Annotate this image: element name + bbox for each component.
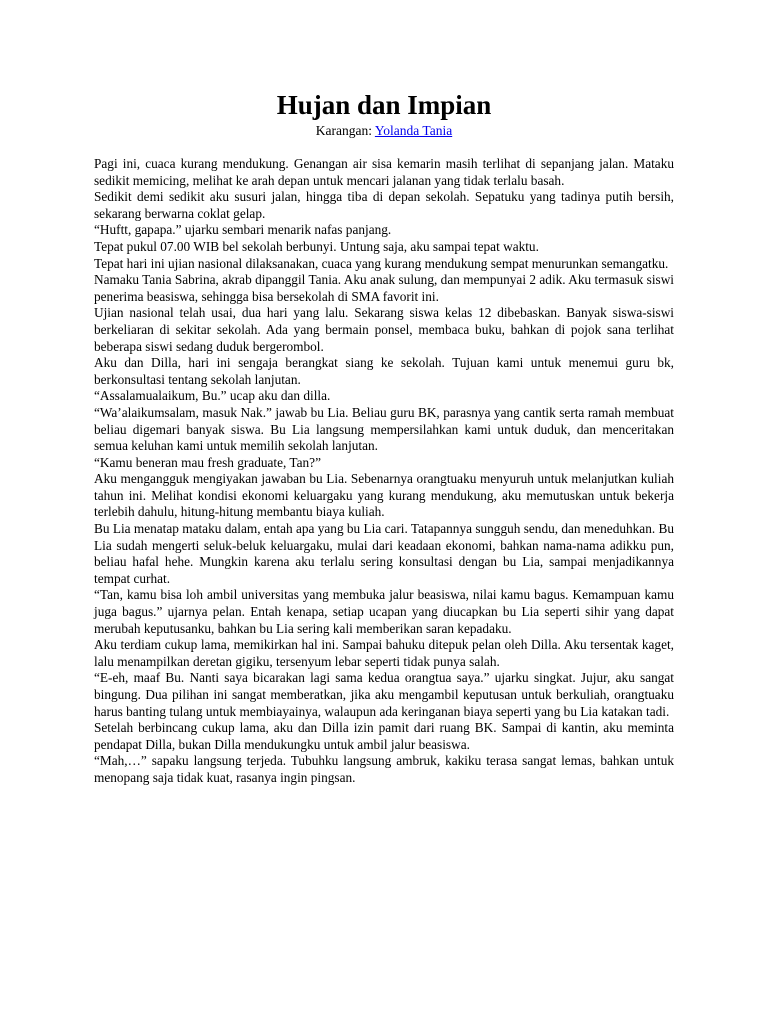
story-paragraph: Namaku Tania Sabrina, akrab dipanggil Tania. Aku anak sulung, dan mempunyai 2 adik. Aku termasuk siswi penerima beasiswa, sehingga bisa bersekolah di SMA favorit ini.	[94, 272, 674, 304]
story-title: Hujan dan Impian	[276, 90, 492, 120]
story-paragraph: Sedikit demi sedikit aku susuri jalan, hingga tiba di depan sekolah. Sepatuku yang tadinya putih bersih, sekarang berwarna coklat gelap.	[94, 189, 674, 221]
author-link[interactable]: Yolanda Tania	[374, 123, 453, 138]
story-paragraph: “E-eh, maaf Bu. Nanti saya bicarakan lagi sama kedua orangtua saya.” ujarku singkat. Jujur, aku sangat bingung. Dua pilihan ini sangat memberatkan, jika aku mengambil keputusan untuk berkuliah, orangtuaku harus banting tulang untuk membiayainya, walaupun ada keringanan biaya seperti yang bu Lia katakan tadi.	[94, 670, 674, 719]
story-paragraph: Bu Lia menatap mataku dalam, entah apa yang bu Lia cari. Tatapannya sungguh sendu, dan meneduhkan. Bu Lia sudah mengerti seluk-beluk keluargaku, mulai dari keadaan ekonomi, bahkan nama-nama adikku pun, beliau hafal hehe. Mungkin karena aku terlalu sering konsultasi dengan bu Lia, sampai menjadikannya tempat curhat.	[94, 521, 675, 586]
story-paragraph: Pagi ini, cuaca kurang mendukung. Genangan air sisa kemarin masih terlihat di sepanjang jalan. Mataku sedikit memicing, melihat ke arah depan untuk mencari jalanan yang tidak terlalu basah.	[94, 156, 674, 188]
story-paragraph: “Kamu beneran mau fresh graduate, Tan?”	[94, 454, 321, 470]
story-paragraph: “Wa’alaikumsalam, masuk Nak.” jawab bu Lia. Beliau guru BK, parasnya yang cantik serta ramah membuat beliau digemari banyak siswa. Bu Lia langsung mempersilahkan kami untuk duduk, dan menceritakan semua keluhan kami untuk memilih sekolah lanjutan.	[94, 404, 674, 454]
story-paragraph: Aku dan Dilla, hari ini sengaja berangkat siang ke sekolah. Tujuan kami untuk menemui guru bk, berkonsultasi tentang sekolah lanjutan.	[94, 355, 674, 387]
story-body	[94, 156, 674, 787]
story-paragraph: Setelah berbincang cukup lama, aku dan Dilla izin pamit dari ruang BK. Sampai di kantin, aku meminta pendapat Dilla, bukan Dilla mendukungku untuk ambil jalur beasiswa.	[94, 720, 674, 752]
story-paragraph: “Tan, kamu bisa loh ambil universitas yang membuka jalur beasiswa, nilai kamu bagus. Kemampuan kamu juga bagus.” ujarnya pelan. Entah kenapa, setiap ucapan yang diucapkan bu Lia seperti sihir yang dapat merubah keputusanku, bahkan bu Lia sering kali memberikan saran kepadaku.	[94, 587, 674, 636]
byline-label: Karangan:	[315, 123, 375, 138]
byline	[94, 122, 674, 139]
story-paragraph: Aku mengangguk mengiyakan jawaban bu Lia. Sebenarnya orangtuaku menyuruh untuk melanjutkan kuliah tahun ini. Melihat kondisi ekonomi keluargaku yang kurang mendukung, aku memutuskan untuk bekerja terlebih dahulu, hitung-hitung membantu biaya kuliah.	[94, 471, 674, 520]
story-paragraph: Aku terdiam cukup lama, memikirkan hal ini. Sampai bahuku ditepuk pelan oleh Dilla. Aku tersentak kaget, lalu menampilkan deretan gigiku, tersenyum lebar seperti tidak punya salah.	[94, 637, 674, 669]
story-paragraph: Tepat hari ini ujian nasional dilaksanakan, cuaca yang kurang mendukung sempat menurunkan semangatku.	[94, 255, 669, 271]
story-paragraph: Ujian nasional telah usai, dua hari yang lalu. Sekarang siswa kelas 12 dibebaskan. Banyak siswa-siswi berkeliaran di sekitar sekolah. Ada yang bermain ponsel, membaca buku, bahkan di pojok sana terlihat beberapa siswi sedang duduk bergerombol.	[94, 305, 674, 354]
story-paragraph: “Huftt, gapapa.” ujarku sembari menarik nafas panjang.	[94, 222, 392, 238]
story-paragraph: Tepat pukul 07.00 WIB bel sekolah berbunyi. Untung saja, aku sampai tepat waktu.	[94, 238, 539, 254]
story-paragraph: “Assalamualaikum, Bu.” ucap aku dan dilla.	[94, 388, 331, 404]
story-paragraph: “Mah,…” sapaku langsung terjeda. Tubuhku langsung ambruk, kakiku terasa sangat lemas, bahkan untuk menopang saja tidak kuat, rasanya ingin pingsan.	[94, 753, 674, 785]
document-page	[94, 88, 674, 787]
